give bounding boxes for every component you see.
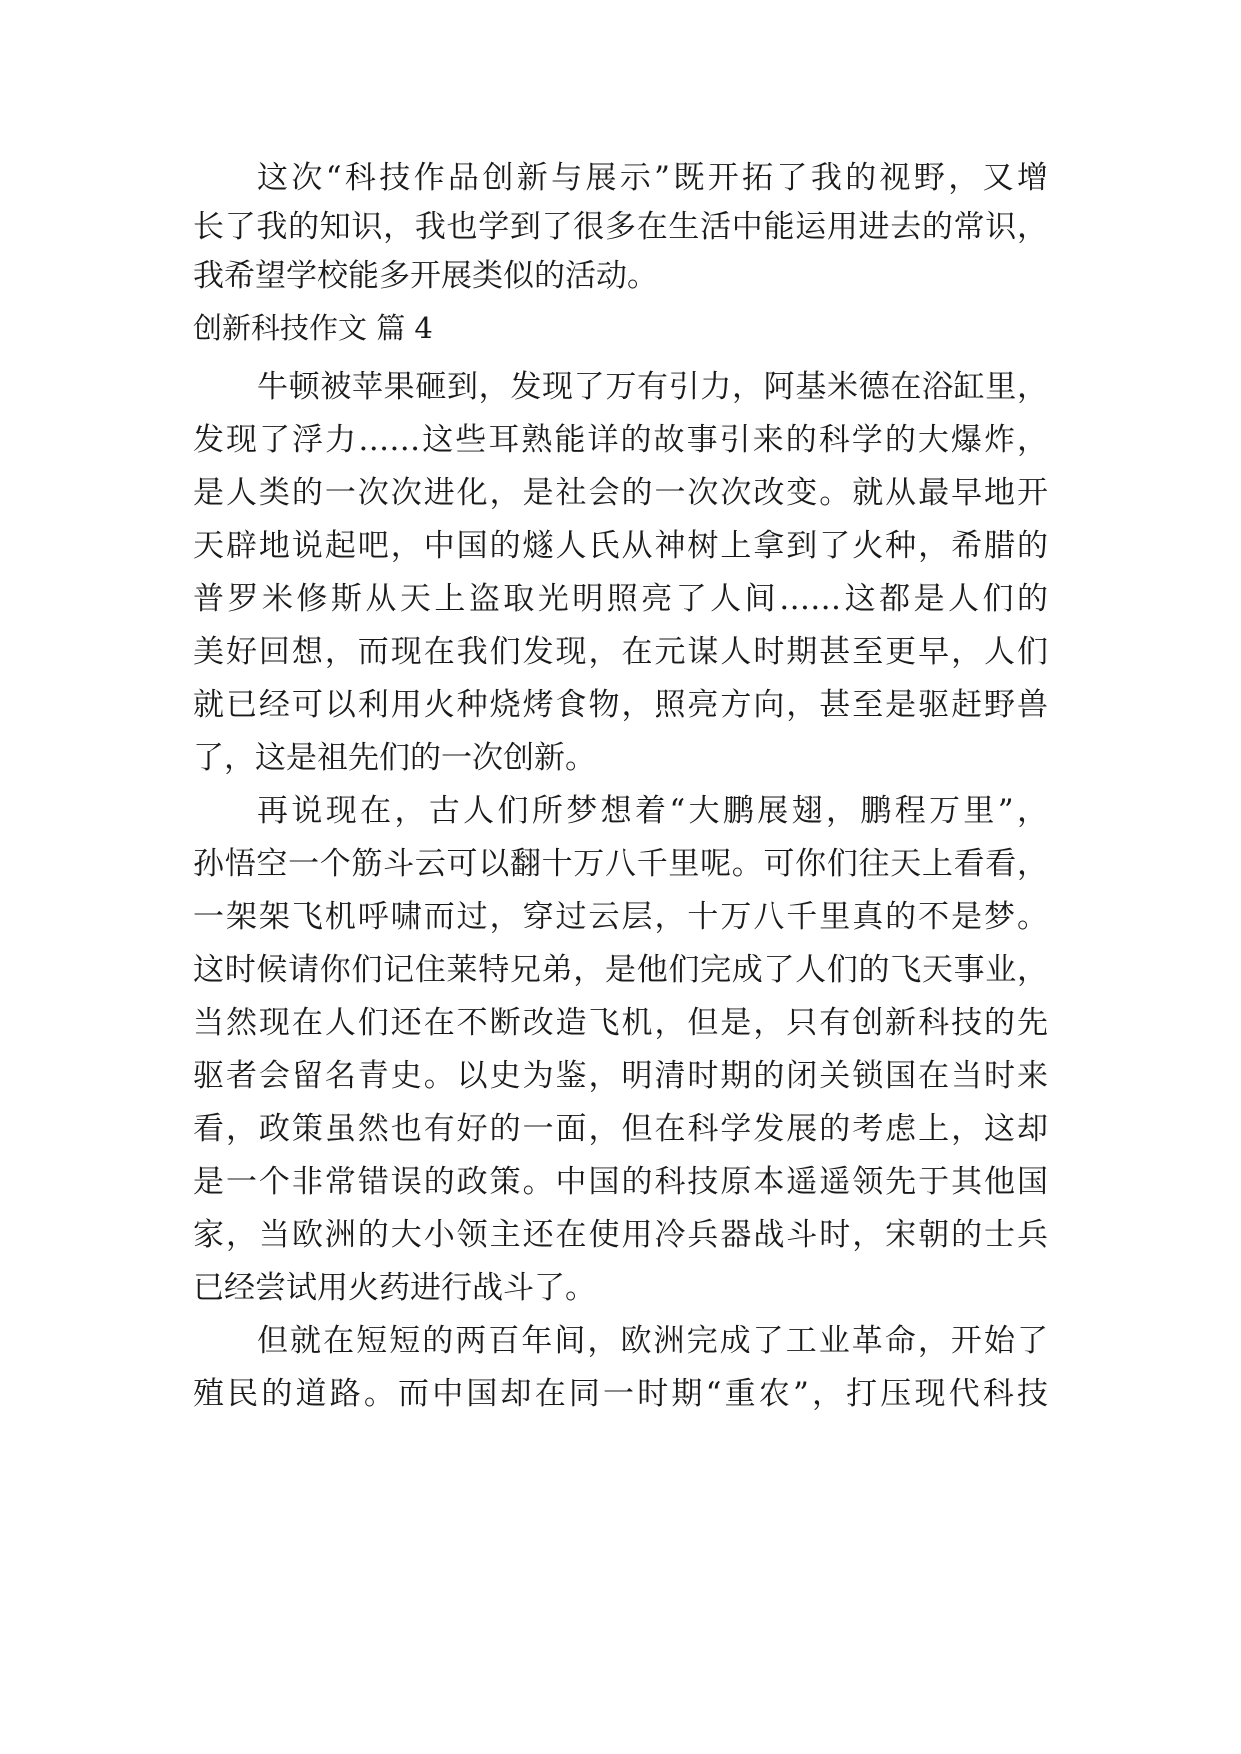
- paragraph-line: 看，政策虽然也有好的一面，但在科学发展的考虑上，这却: [193, 1111, 1048, 1147]
- paragraph-line: 孙悟空一个筋斗云可以翻十万八千里呢。可你们往天上看看，: [193, 846, 1048, 882]
- paragraph-line: 家，当欧洲的大小领主还在使用冷兵器战斗时，宋朝的士兵: [193, 1217, 1048, 1253]
- paragraph-line: 天辟地说起吧，中国的燧人氏从神树上拿到了火种，希腊的: [193, 528, 1048, 564]
- paragraph-line: 当然现在人们还在不断改造飞机，但是，只有创新科技的先: [193, 1005, 1048, 1041]
- paragraph-line: 驱者会留名青史。以史为鉴，明清时期的闭关锁国在当时来: [193, 1058, 1048, 1094]
- paragraph-line: 是人类的一次次进化，是社会的一次次改变。就从最早地开: [193, 475, 1048, 511]
- paragraph-line: 了，这是祖先们的一次创新。: [193, 740, 596, 776]
- paragraph-line: 我希望学校能多开展类似的活动。: [193, 258, 658, 294]
- paragraph-line: 就已经可以利用火种烧烤食物，照亮方向，甚至是驱赶野兽: [193, 687, 1048, 723]
- paragraph-line: 发现了浮力……这些耳熟能详的故事引来的科学的大爆炸，: [193, 422, 1048, 458]
- section-heading: 创新科技作文 篇 4: [193, 311, 433, 345]
- paragraph-line: 这次“科技作品创新与展示”既开拓了我的视野，又增: [257, 160, 1048, 196]
- paragraph-line: 一架架飞机呼啸而过，穿过云层，十万八千里真的不是梦。: [193, 899, 1048, 935]
- paragraph-line: 普罗米修斯从天上盗取光明照亮了人间……这都是人们的: [193, 581, 1048, 617]
- paragraph-line: 已经尝试用火药进行战斗了。: [193, 1270, 596, 1306]
- paragraph-line: 是一个非常错误的政策。中国的科技原本遥遥领先于其他国: [193, 1164, 1048, 1200]
- paragraph-line: 牛顿被苹果砸到，发现了万有引力，阿基米德在浴缸里，: [257, 369, 1048, 405]
- paragraph-line: 但就在短短的两百年间，欧洲完成了工业革命，开始了: [257, 1323, 1048, 1359]
- paragraph-line: 再说现在，古人们所梦想着“大鹏展翅，鹏程万里”，: [257, 793, 1048, 829]
- paragraph-line: 美好回想，而现在我们发现，在元谋人时期甚至更早，人们: [193, 634, 1048, 670]
- paragraph-line: 长了我的知识，我也学到了很多在生活中能运用进去的常识，: [193, 209, 1048, 245]
- paragraph-line: 这时候请你们记住莱特兄弟，是他们完成了人们的飞天事业，: [193, 952, 1048, 988]
- paragraph-line: 殖民的道路。而中国却在同一时期“重农”，打压现代科技: [193, 1376, 1048, 1412]
